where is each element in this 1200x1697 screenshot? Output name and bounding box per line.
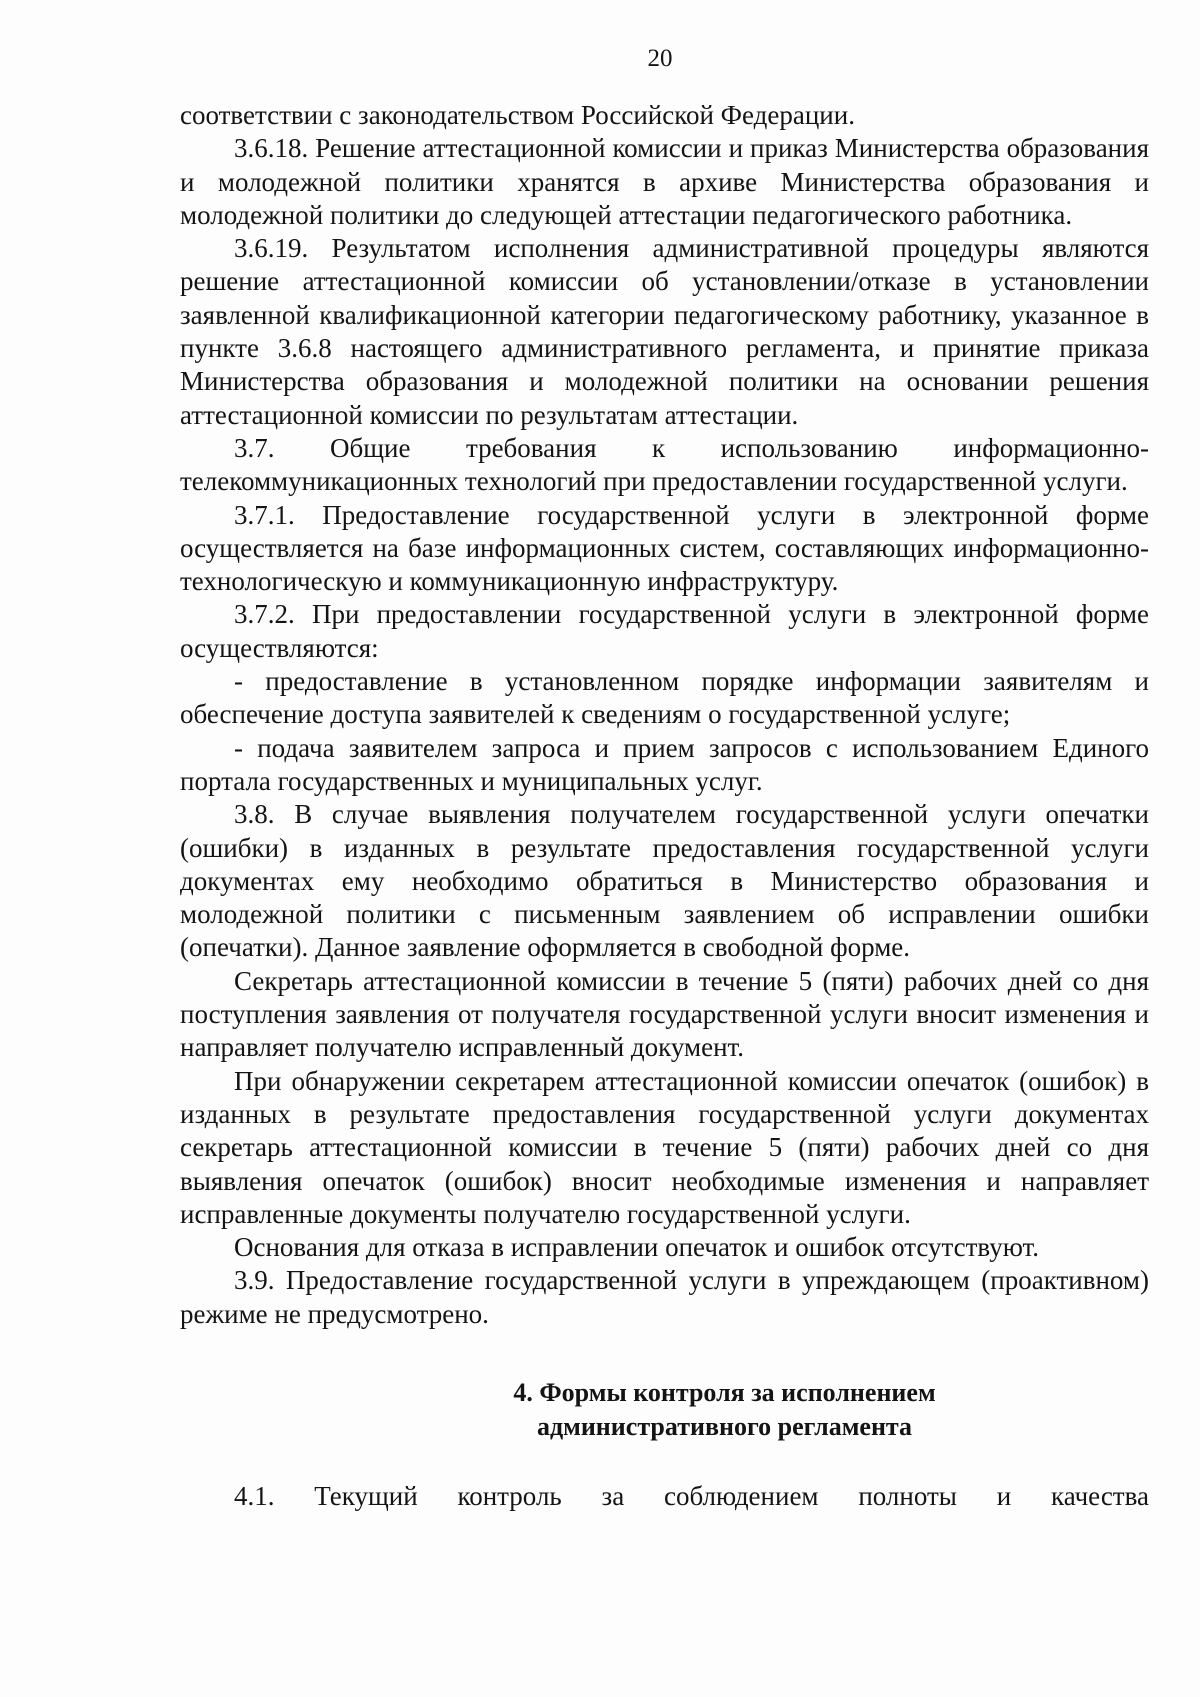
- paragraph: 3.8. В случае выявления получателем государственной услуги опечатки (ошибки) в изданных в результате предоставления государственной услуги документах ему необходимо обратиться в Министерство образования и молодежной политики с письменным заявлением об исправлении ошибки (опечатки). Данное заявление оформляется в свободной форме.: [180, 799, 1149, 963]
- paragraph: 3.6.18. Решение аттестационной комиссии и приказ Министерства образования и молодежной политики хранятся в архиве Министерства образования и молодежной политики до следующей аттестации педагогического работника.: [180, 133, 1149, 230]
- section-heading-line-2: административного регламента: [536, 1411, 913, 1441]
- paragraph: Секретарь аттестационной комиссии в течение 5 (пяти) рабочих дней со дня поступления заявления от получателя государственной услуги вносит изменения и направляет получателю исправленный документ.: [180, 965, 1149, 1063]
- list-item: - подача заявителем запроса и прием запросов с использованием Единого портала государственных и муниципальных услуг.: [180, 732, 1149, 796]
- paragraph: Основания для отказа в исправлении опечаток и ошибок отсутствуют.: [234, 1232, 1040, 1263]
- paragraph: 4.1. Текущий контроль за соблюдением полноты и качества: [234, 1480, 1149, 1511]
- section-heading: [180, 1376, 1149, 1444]
- paragraph: 3.7. Общие требования к использованию информационно-телекоммуникационных технологий при предоставлении государственной услуги.: [180, 432, 1149, 497]
- document-body: [180, 99, 1149, 1513]
- paragraph: 3.6.19. Результатом исполнения административной процедуры являются решение аттестационной комиссии об установлении/отказе в установлении заявленной квалификационной категории педагогическому работнику, указанное в пункте 3.6.8 настоящего административного регламента, и принятие приказа Министерства образования и молодежной политики на основании решения аттестационной комиссии по результатам аттестации.: [180, 233, 1149, 430]
- list-item: - предоставление в установленном порядке информации заявителям и обеспечение доступа заявителей к сведениям о государственной услуге;: [180, 666, 1149, 730]
- paragraph: 3.7.2. При предоставлении государственной услуги в электронной форме осуществляются:: [180, 599, 1149, 663]
- paragraph: 3.7.1. Предоставление государственной услуги в электронной форме осуществляется на базе информационных систем, составляющих информационно-технологическую и коммуникационную инфраструктуру.: [180, 499, 1149, 597]
- paragraph: соответствии с законодательством Российской Федерации.: [180, 100, 855, 130]
- page-number: 20: [647, 45, 673, 72]
- section-heading-line-1: 4. Формы контроля за исполнением: [513, 1377, 936, 1407]
- paragraph: 3.9. Предоставление государственной услуги в упреждающем (проактивном) режиме не предусмотрено.: [180, 1265, 1149, 1329]
- paragraph: При обнаружении секретарем аттестационной комиссии опечаток (ошибок) в изданных в результате предоставления государственной услуги документах секретарь аттестационной комиссии в течение 5 (пяти) рабочих дней со дня выявления опечаток (ошибок) вносит необходимые изменения и направляет исправленные документы получателю государственной услуги.: [180, 1065, 1149, 1229]
